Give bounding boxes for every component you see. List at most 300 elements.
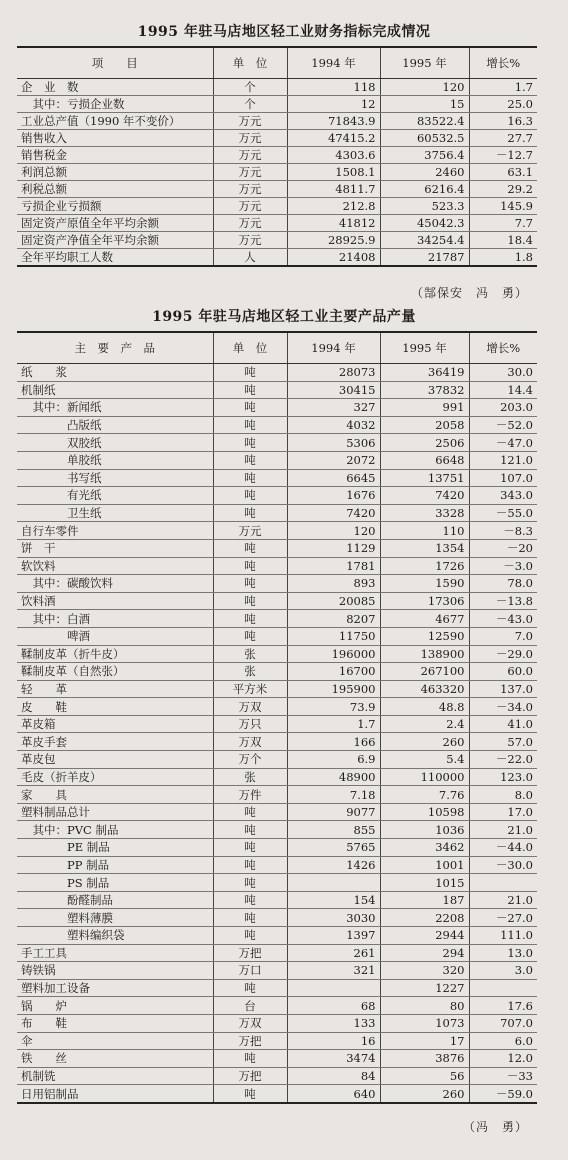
value-1994-cell: 7420 (287, 504, 380, 522)
value-1994-cell: 1.7 (287, 715, 380, 733)
table1-header-row (17, 47, 537, 79)
value-1995-cell: 1726 (380, 557, 469, 575)
value-1995-cell: 1036 (380, 821, 469, 839)
unit-cell: 万件 (213, 786, 287, 804)
growth-cell: 30.0 (469, 364, 537, 382)
unit-cell: 个 (213, 96, 287, 113)
table-row (17, 610, 537, 628)
growth-cell: －12.7 (469, 147, 537, 164)
value-1994-cell: 2072 (287, 451, 380, 469)
growth-cell: －3.0 (469, 557, 537, 575)
value-1995-cell: 60532.5 (380, 130, 469, 147)
unit-cell: 吨 (213, 504, 287, 522)
unit-cell: 吨 (213, 381, 287, 399)
value-1994-cell: 11750 (287, 627, 380, 645)
table-row (17, 821, 537, 839)
growth-cell: 121.0 (469, 451, 537, 469)
table-row (17, 803, 537, 821)
item-cell: 双胶纸 (17, 434, 213, 452)
table-row (17, 79, 537, 96)
value-1995-cell: 1227 (380, 979, 469, 997)
value-1995-cell: 110000 (380, 768, 469, 786)
growth-cell: 123.0 (469, 768, 537, 786)
growth-cell: 41.0 (469, 715, 537, 733)
table1-title: 1995 年驻马店地区轻工业财务指标完成情况 (137, 24, 431, 40)
table2-body (17, 364, 537, 1103)
unit-cell: 吨 (213, 874, 287, 892)
table-row (17, 944, 537, 962)
unit-cell: 吨 (213, 539, 287, 557)
growth-cell (469, 979, 537, 997)
value-1995-cell: 2460 (380, 164, 469, 181)
col-header-unit: 单 位 (213, 332, 287, 364)
value-1995-cell: 83522.4 (380, 113, 469, 130)
value-1995-cell: 6648 (380, 451, 469, 469)
growth-cell: 3.0 (469, 962, 537, 980)
value-1994-cell: 196000 (287, 645, 380, 663)
value-1995-cell: 2208 (380, 909, 469, 927)
unit-cell: 万元 (213, 130, 287, 147)
unit-cell: 万双 (213, 733, 287, 751)
table-row (17, 557, 537, 575)
growth-cell: 707.0 (469, 1014, 537, 1032)
value-1994-cell: 118 (287, 79, 380, 96)
unit-cell: 万元 (213, 113, 287, 130)
table-row (17, 1085, 537, 1103)
value-1994-cell (287, 979, 380, 997)
item-cell: 固定资产原值全年平均余额 (17, 215, 213, 232)
table-row (17, 215, 537, 232)
unit-cell: 台 (213, 997, 287, 1015)
growth-cell: －8.3 (469, 522, 537, 540)
unit-cell: 万把 (213, 1032, 287, 1050)
value-1994-cell: 84 (287, 1067, 380, 1085)
value-1995-cell: 2058 (380, 416, 469, 434)
growth-cell: 17.0 (469, 803, 537, 821)
value-1994-cell: 73.9 (287, 698, 380, 716)
item-cell: 塑料加工设备 (17, 979, 213, 997)
table-row (17, 469, 537, 487)
value-1994-cell: 4032 (287, 416, 380, 434)
value-1995-cell: 4677 (380, 610, 469, 628)
value-1995-cell: 12590 (380, 627, 469, 645)
value-1995-cell: 463320 (380, 680, 469, 698)
col-header-product: 主 要 产 品 (17, 332, 213, 364)
unit-cell: 吨 (213, 416, 287, 434)
value-1995-cell: 1015 (380, 874, 469, 892)
table-row (17, 663, 537, 681)
unit-cell: 万只 (213, 715, 287, 733)
value-1995-cell: 1590 (380, 575, 469, 593)
value-1995-cell: 7.76 (380, 786, 469, 804)
value-1995-cell: 17 (380, 1032, 469, 1050)
growth-cell: －52.0 (469, 416, 537, 434)
table-row (17, 575, 537, 593)
table2-header-row (17, 332, 537, 364)
item-cell: 其中：白酒 (17, 610, 213, 628)
value-1995-cell: 2944 (380, 927, 469, 945)
item-cell: 其中：PVC 制品 (17, 821, 213, 839)
item-cell: 工业总产值（1990 年不变价） (17, 113, 213, 130)
value-1995-cell: 260 (380, 1085, 469, 1103)
growth-cell: 13.0 (469, 944, 537, 962)
value-1994-cell: 640 (287, 1085, 380, 1103)
growth-cell: 78.0 (469, 575, 537, 593)
table-row (17, 504, 537, 522)
table-row (17, 451, 537, 469)
item-cell: 锅 炉 (17, 997, 213, 1015)
table1-credit: （郜保安 冯 勇） (410, 286, 528, 300)
value-1994-cell: 9077 (287, 803, 380, 821)
unit-cell: 吨 (213, 1050, 287, 1068)
table-row (17, 181, 537, 198)
table-row (17, 416, 537, 434)
unit-cell: 平方米 (213, 680, 287, 698)
table-row (17, 751, 537, 769)
value-1994-cell: 5765 (287, 839, 380, 857)
table-row (17, 592, 537, 610)
growth-cell: 1.7 (469, 79, 537, 96)
item-cell: 塑料编织袋 (17, 927, 213, 945)
unit-cell: 吨 (213, 856, 287, 874)
value-1995-cell: 36419 (380, 364, 469, 382)
item-cell: 企 业 数 (17, 79, 213, 96)
value-1995-cell: 48.8 (380, 698, 469, 716)
unit-cell: 万把 (213, 944, 287, 962)
value-1995-cell: 3462 (380, 839, 469, 857)
item-cell: 其中：碳酸饮料 (17, 575, 213, 593)
unit-cell: 吨 (213, 891, 287, 909)
item-cell: 铸铁锅 (17, 962, 213, 980)
item-cell: 酚醛制品 (17, 891, 213, 909)
item-cell: PE 制品 (17, 839, 213, 857)
item-cell: 轻 革 (17, 680, 213, 698)
table-row (17, 1067, 537, 1085)
table-row (17, 399, 537, 417)
unit-cell: 吨 (213, 821, 287, 839)
growth-cell: 25.0 (469, 96, 537, 113)
item-cell: 塑料制品总计 (17, 803, 213, 821)
growth-cell: 8.0 (469, 786, 537, 804)
value-1994-cell: 30415 (287, 381, 380, 399)
value-1994-cell: 4303.6 (287, 147, 380, 164)
value-1994-cell: 12 (287, 96, 380, 113)
table-row (17, 768, 537, 786)
item-cell: 亏损企业亏损额 (17, 198, 213, 215)
value-1995-cell: 15 (380, 96, 469, 113)
growth-cell: 29.2 (469, 181, 537, 198)
unit-cell: 吨 (213, 364, 287, 382)
growth-cell: 1.8 (469, 249, 537, 267)
growth-cell: －30.0 (469, 856, 537, 874)
unit-cell: 万双 (213, 698, 287, 716)
unit-cell: 吨 (213, 839, 287, 857)
unit-cell: 张 (213, 768, 287, 786)
growth-cell: 17.6 (469, 997, 537, 1015)
unit-cell: 万元 (213, 164, 287, 181)
item-cell: 机制铣 (17, 1067, 213, 1085)
item-cell: 其中：新闻纸 (17, 399, 213, 417)
item-cell: 固定资产净值全年平均余额 (17, 232, 213, 249)
value-1994-cell: 321 (287, 962, 380, 980)
unit-cell: 万元 (213, 181, 287, 198)
value-1995-cell: 120 (380, 79, 469, 96)
value-1994-cell: 327 (287, 399, 380, 417)
value-1994-cell: 1781 (287, 557, 380, 575)
growth-cell: 343.0 (469, 487, 537, 505)
value-1994-cell (287, 874, 380, 892)
unit-cell: 万元 (213, 198, 287, 215)
item-cell: 全年平均职工人数 (17, 249, 213, 267)
value-1995-cell: 320 (380, 962, 469, 980)
item-cell: 鞣制皮革（折牛皮） (17, 645, 213, 663)
value-1994-cell: 5306 (287, 434, 380, 452)
value-1994-cell: 68 (287, 997, 380, 1015)
table-row (17, 164, 537, 181)
item-cell: 利润总额 (17, 164, 213, 181)
item-cell: 单胶纸 (17, 451, 213, 469)
unit-cell: 吨 (213, 627, 287, 645)
table-row (17, 909, 537, 927)
value-1995-cell: 294 (380, 944, 469, 962)
table-row (17, 147, 537, 164)
growth-cell: 18.4 (469, 232, 537, 249)
table-row (17, 249, 537, 267)
item-cell: 手工工具 (17, 944, 213, 962)
col-header-1994: 1994 年 (287, 332, 380, 364)
item-cell: 销售收入 (17, 130, 213, 147)
value-1995-cell: 34254.4 (380, 232, 469, 249)
table-row (17, 962, 537, 980)
table-row (17, 96, 537, 113)
table-row (17, 627, 537, 645)
item-cell: 利税总额 (17, 181, 213, 198)
item-cell: 革皮包 (17, 751, 213, 769)
value-1994-cell: 1397 (287, 927, 380, 945)
unit-cell: 万双 (213, 1014, 287, 1032)
item-cell: 革皮手套 (17, 733, 213, 751)
growth-cell: －29.0 (469, 645, 537, 663)
value-1995-cell: 3328 (380, 504, 469, 522)
growth-cell: 60.0 (469, 663, 537, 681)
unit-cell: 吨 (213, 803, 287, 821)
table-row (17, 645, 537, 663)
value-1995-cell: 1073 (380, 1014, 469, 1032)
item-cell: PP 制品 (17, 856, 213, 874)
unit-cell: 万元 (213, 232, 287, 249)
value-1995-cell: 56 (380, 1067, 469, 1085)
table-row (17, 1050, 537, 1068)
value-1995-cell: 138900 (380, 645, 469, 663)
value-1995-cell: 1001 (380, 856, 469, 874)
table-row (17, 113, 537, 130)
table-row (17, 487, 537, 505)
value-1994-cell: 154 (287, 891, 380, 909)
value-1995-cell: 523.3 (380, 198, 469, 215)
item-cell: 家 具 (17, 786, 213, 804)
value-1994-cell: 16 (287, 1032, 380, 1050)
item-cell: 塑料薄膜 (17, 909, 213, 927)
item-cell: 机制纸 (17, 381, 213, 399)
item-cell: 啤酒 (17, 627, 213, 645)
growth-cell: 111.0 (469, 927, 537, 945)
value-1994-cell: 4811.7 (287, 181, 380, 198)
value-1994-cell: 8207 (287, 610, 380, 628)
growth-cell (469, 874, 537, 892)
value-1995-cell: 2.4 (380, 715, 469, 733)
table1-body (17, 79, 537, 267)
growth-cell: －55.0 (469, 504, 537, 522)
table-row (17, 539, 537, 557)
value-1995-cell: 187 (380, 891, 469, 909)
value-1995-cell: 80 (380, 997, 469, 1015)
unit-cell: 吨 (213, 575, 287, 593)
unit-cell: 吨 (213, 592, 287, 610)
value-1995-cell: 267100 (380, 663, 469, 681)
growth-cell: 63.1 (469, 164, 537, 181)
growth-cell: 21.0 (469, 891, 537, 909)
item-cell: 饼 干 (17, 539, 213, 557)
table-row (17, 786, 537, 804)
table-row (17, 979, 537, 997)
item-cell: 皮 鞋 (17, 698, 213, 716)
item-cell: 布 鞋 (17, 1014, 213, 1032)
table-row (17, 381, 537, 399)
table-row (17, 874, 537, 892)
value-1994-cell: 47415.2 (287, 130, 380, 147)
unit-cell: 吨 (213, 487, 287, 505)
value-1995-cell: 110 (380, 522, 469, 540)
table-row (17, 856, 537, 874)
growth-cell: －13.8 (469, 592, 537, 610)
product-output-table (17, 331, 537, 1104)
growth-cell: 12.0 (469, 1050, 537, 1068)
table-row (17, 434, 537, 452)
growth-cell: －34.0 (469, 698, 537, 716)
value-1995-cell: 13751 (380, 469, 469, 487)
value-1994-cell: 6.9 (287, 751, 380, 769)
value-1995-cell: 3756.4 (380, 147, 469, 164)
unit-cell: 万个 (213, 751, 287, 769)
growth-cell: 145.9 (469, 198, 537, 215)
item-cell: 凸版纸 (17, 416, 213, 434)
value-1995-cell: 17306 (380, 592, 469, 610)
growth-cell: 27.7 (469, 130, 537, 147)
item-cell: 伞 (17, 1032, 213, 1050)
unit-cell: 吨 (213, 909, 287, 927)
value-1994-cell: 3030 (287, 909, 380, 927)
col-header-1995: 1995 年 (380, 47, 469, 79)
value-1995-cell: 991 (380, 399, 469, 417)
item-cell: 书写纸 (17, 469, 213, 487)
value-1994-cell: 20085 (287, 592, 380, 610)
value-1994-cell: 212.8 (287, 198, 380, 215)
table-row (17, 522, 537, 540)
value-1995-cell: 6216.4 (380, 181, 469, 198)
growth-cell: －43.0 (469, 610, 537, 628)
value-1994-cell: 1508.1 (287, 164, 380, 181)
col-header-1995: 1995 年 (380, 332, 469, 364)
unit-cell: 万把 (213, 1067, 287, 1085)
value-1994-cell: 195900 (287, 680, 380, 698)
table-row (17, 364, 537, 382)
value-1994-cell: 16700 (287, 663, 380, 681)
item-cell: 铁 丝 (17, 1050, 213, 1068)
unit-cell: 吨 (213, 557, 287, 575)
value-1995-cell: 3876 (380, 1050, 469, 1068)
value-1994-cell: 133 (287, 1014, 380, 1032)
value-1994-cell: 166 (287, 733, 380, 751)
unit-cell: 万元 (213, 215, 287, 232)
unit-cell: 吨 (213, 434, 287, 452)
table-row (17, 232, 537, 249)
value-1994-cell: 28925.9 (287, 232, 380, 249)
item-cell: 革皮箱 (17, 715, 213, 733)
col-header-growth: 增长% (469, 47, 537, 79)
growth-cell: －44.0 (469, 839, 537, 857)
value-1994-cell: 1129 (287, 539, 380, 557)
table-row (17, 997, 537, 1015)
value-1994-cell: 6645 (287, 469, 380, 487)
value-1994-cell: 893 (287, 575, 380, 593)
unit-cell: 吨 (213, 469, 287, 487)
col-header-growth: 增长% (469, 332, 537, 364)
unit-cell: 万元 (213, 147, 287, 164)
value-1994-cell: 21408 (287, 249, 380, 267)
item-cell: PS 制品 (17, 874, 213, 892)
col-header-item: 项 目 (17, 47, 213, 79)
growth-cell: 107.0 (469, 469, 537, 487)
unit-cell: 吨 (213, 1085, 287, 1103)
value-1995-cell: 7420 (380, 487, 469, 505)
unit-cell: 人 (213, 249, 287, 267)
table-row (17, 891, 537, 909)
value-1994-cell: 120 (287, 522, 380, 540)
item-cell: 鞣制皮革（自然张） (17, 663, 213, 681)
value-1994-cell: 3474 (287, 1050, 380, 1068)
value-1994-cell: 7.18 (287, 786, 380, 804)
growth-cell: 14.4 (469, 381, 537, 399)
value-1995-cell: 21787 (380, 249, 469, 267)
item-cell: 饮料酒 (17, 592, 213, 610)
unit-cell: 个 (213, 79, 287, 96)
value-1995-cell: 37832 (380, 381, 469, 399)
value-1994-cell: 48900 (287, 768, 380, 786)
value-1995-cell: 10598 (380, 803, 469, 821)
table-row (17, 198, 537, 215)
growth-cell: －20 (469, 539, 537, 557)
unit-cell: 张 (213, 645, 287, 663)
growth-cell: －22.0 (469, 751, 537, 769)
growth-cell: 21.0 (469, 821, 537, 839)
financial-indicators-table (17, 46, 537, 267)
growth-cell: 6.0 (469, 1032, 537, 1050)
unit-cell: 吨 (213, 927, 287, 945)
table-row (17, 715, 537, 733)
growth-cell: 203.0 (469, 399, 537, 417)
unit-cell: 万口 (213, 962, 287, 980)
value-1995-cell: 2506 (380, 434, 469, 452)
unit-cell: 吨 (213, 610, 287, 628)
table-row (17, 698, 537, 716)
item-cell: 纸 浆 (17, 364, 213, 382)
growth-cell: 57.0 (469, 733, 537, 751)
growth-cell: 137.0 (469, 680, 537, 698)
value-1995-cell: 5.4 (380, 751, 469, 769)
item-cell: 软饮料 (17, 557, 213, 575)
table-row (17, 1014, 537, 1032)
value-1994-cell: 1676 (287, 487, 380, 505)
